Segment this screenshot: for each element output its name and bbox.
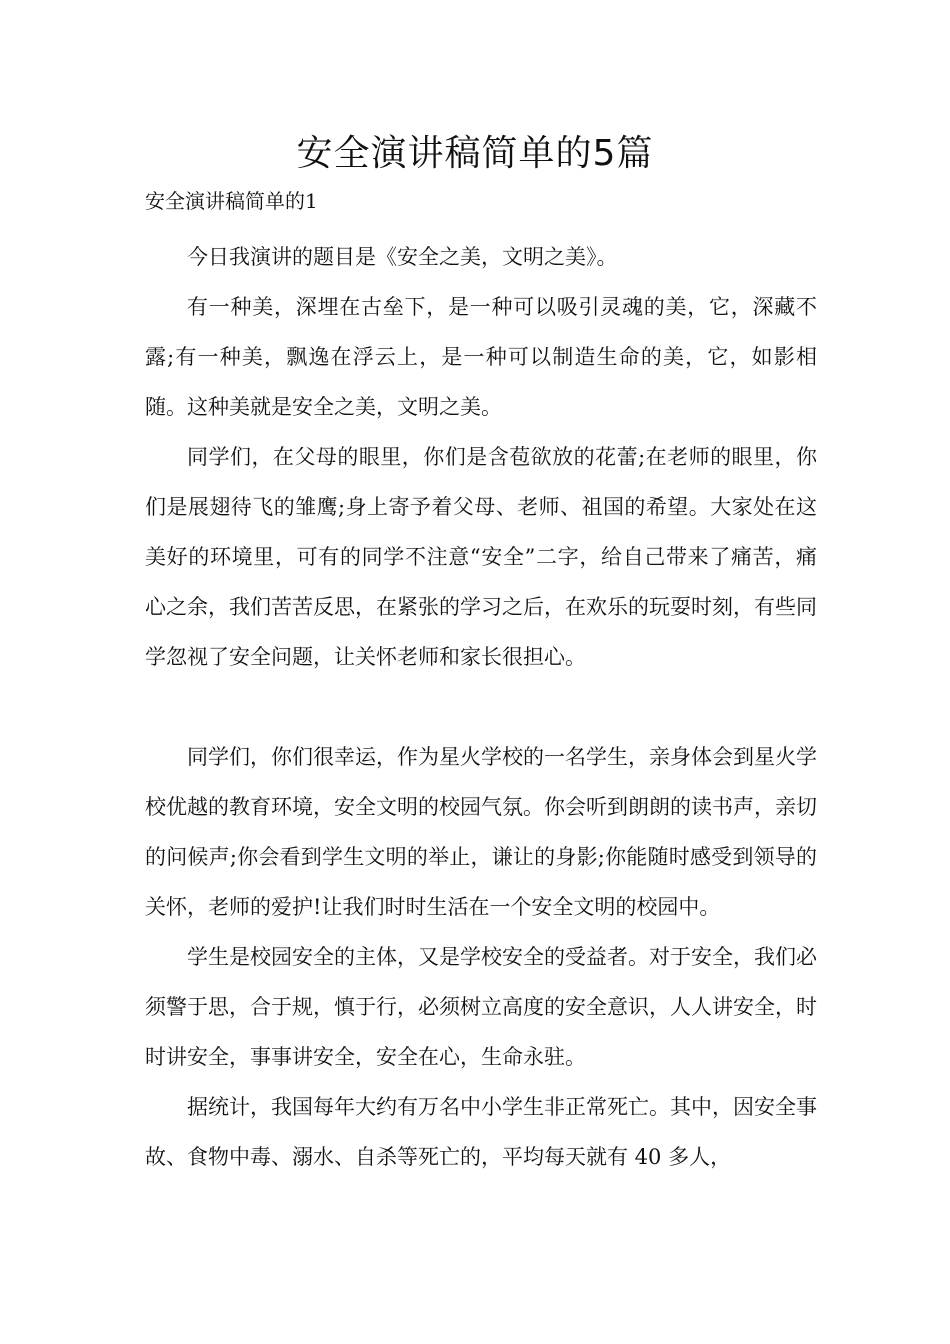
section-heading: 安全演讲稿简单的1 (145, 189, 318, 213)
paragraph-3: 同学们，在父母的眼里，你们是含苞欲放的花蕾;在老师的眼里，你们是展翅待飞的雏鹰;身上寄予着父母、老师、祖国的希望。大家处在这美好的环境里，可有的同学不注意“安全”二字，给自己带来了痛苦，痛心之余，我们苦苦反思，在紧张的学习之后，在欢乐的玩耍时刻，有些同学忽视了安全问题，让关怀老师和家长很担心。 (145, 445, 817, 669)
document-title: 安全演讲稿简单的5篇 (296, 133, 654, 174)
paragraph-6: 据统计，我国每年大约有万名中小学生非正常死亡。其中，因安全事故、食物中毒、溺水、自杀等死亡的，平均每天就有 40 多人， (145, 1095, 817, 1169)
paragraph-5: 学生是校园安全的主体，又是学校安全的受益者。对于安全，我们必须警于思，合于规，慎于行，必须树立高度的安全意识，人人讲安全，时时讲安全，事事讲安全，安全在心，生命永驻。 (145, 945, 817, 1069)
document-body (145, 232, 817, 1182)
paragraph-2: 有一种美，深埋在古垒下，是一种可以吸引灵魂的美，它，深藏不露;有一种美，飘逸在浮云上，是一种可以制造生命的美，它，如影相随。这种美就是安全之美，文明之美。 (145, 295, 817, 419)
paragraph-4: 同学们，你们很幸运，作为星火学校的一名学生，亲身体会到星火学校优越的教育环境，安全文明的校园气氛。你会听到朗朗的读书声，亲切的问候声;你会看到学生文明的举止，谦让的身影;你能随时感受到领导的关怀，老师的爱护!让我们时时生活在一个安全文明的校园中。 (145, 745, 817, 919)
paragraph-1: 今日我演讲的题目是《安全之美，文明之美》。 (187, 245, 618, 269)
